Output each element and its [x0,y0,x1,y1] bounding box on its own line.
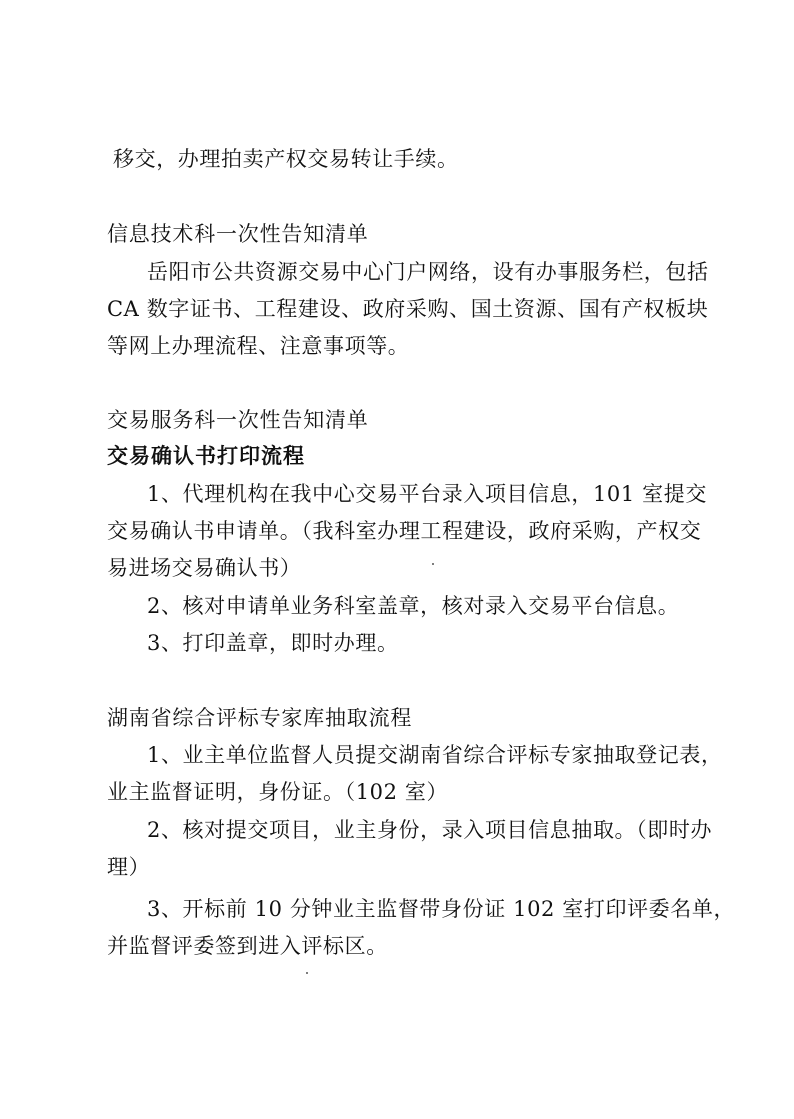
paragraph-line: 2、核对申请单业务科室盖章，核对录入交易平台信息。 [147,594,680,618]
paragraph-line: 理） [107,855,151,879]
paragraph-line: 业主监督证明，身份证。（102 室） [107,780,449,804]
paragraph-line: 交易确认书申请单。（我科室办理工程建设，政府采购，产权交 [107,519,702,543]
paragraph-line: 1、代理机构在我中心交易平台录入项目信息，101 室提交 [147,482,707,506]
paragraph-line: 等网上办理流程、注意事项等。 [107,334,410,358]
paragraph-line: 3、开标前 10 分钟业主监督带身份证 102 室打印评委名单， [147,897,736,921]
paragraph-line: 并监督评委签到进入评标区。 [107,934,388,958]
section-heading-it: 信息技术科一次性告知清单 [107,222,369,246]
section-heading-trading: 交易服务科一次性告知清单 [107,408,369,432]
paragraph-line: 3、打印盖章，即时办理。 [147,631,399,655]
scan-speck [306,972,308,974]
paragraph-line: 移交，办理拍卖产权交易转让手续。 [113,147,459,171]
scan-speck [432,563,434,565]
paragraph-line: CA 数字证书、工程建设、政府采购、国土资源、国有产权板块 [107,297,709,321]
paragraph-line: 2、核对提交项目，业主身份，录入项目信息抽取。（即时办 [147,818,713,842]
paragraph-line: 易进场交易确认书） [107,556,302,580]
paragraph-line: 1、业主单位监督人员提交湖南省综合评标专家抽取登记表， [147,743,723,767]
paragraph-line: 岳阳市公共资源交易中心门户网络，设有办事服务栏，包括 [147,260,709,284]
subsection-heading: 交易确认书打印流程 [107,443,305,468]
section-heading-experts: 湖南省综合评标专家库抽取流程 [107,706,413,730]
